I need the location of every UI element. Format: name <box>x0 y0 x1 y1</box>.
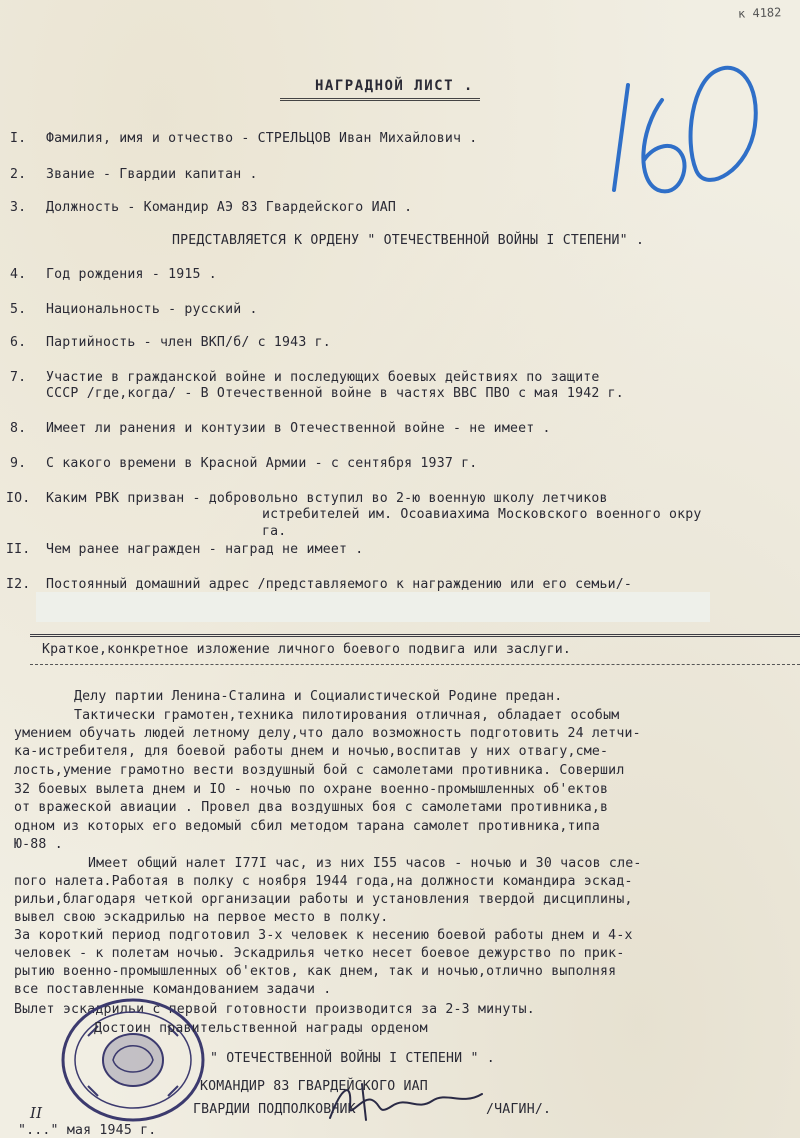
body-line-16: рытию военно-промышленных об'ектов, как днем, так и ночью,отлично выполняя <box>14 964 617 979</box>
item-6-num: 6. <box>10 335 27 350</box>
body-line-15: человек - к полетам ночью. Эскадрилья четко несет боевое дежурство по прик- <box>14 946 625 961</box>
commander-name: /ЧАГИН/. <box>486 1102 552 1117</box>
title-underline <box>280 98 480 101</box>
body-line-5: лость,умение грамотно вести воздушный бой с самолетами противника. Совершил <box>14 763 625 778</box>
summary-heading: Краткое,конкретное изложение личного боевого подвига или заслуги. <box>42 642 572 657</box>
round-seal-stamp <box>58 996 208 1124</box>
body-line-13: вывел свою эскадрилью на первое место в полку. <box>14 910 389 925</box>
body-line-10: Имеет общий налет I77I час, из них I55 часов - ночью и 30 часов сле- <box>88 856 642 871</box>
item-10-num: IO. <box>6 491 31 506</box>
separator-bottom <box>30 664 800 665</box>
body-line-3: умением обучать людей летному делу,что дало возможность подготовить 24 летчи- <box>14 726 641 741</box>
award-line-1: Достоин правительственной награды орденом <box>94 1021 428 1036</box>
item-5-num: 5. <box>10 302 27 317</box>
item-5-text: Национальность - русский . <box>46 302 258 317</box>
item-8-text: Имеет ли ранения и контузии в Отечественной войне - не имеет . <box>46 421 551 436</box>
item-2-text: Звание - Гвардии капитан . <box>46 167 258 182</box>
body-line-17: все поставленные командованием задачи . <box>14 982 332 997</box>
body-line-14: За короткий период подготовил 3-х человек к несению боевой работы днем и 4-х <box>14 928 633 943</box>
item-1-num: I. <box>10 131 27 146</box>
body-line-1: Делу партии Ленина-Сталина и Социалистической Родине предан. <box>74 689 563 704</box>
item-9-text: С какого времени в Красной Армии - с сентября 1937 г. <box>46 456 478 471</box>
item-10-line2: истребителей им. Осоавиахима Московского военного окру <box>262 507 702 522</box>
item-4-num: 4. <box>10 267 27 282</box>
item-4-text: Год рождения - 1915 . <box>46 267 217 282</box>
item-11-text: Чем ранее награжден - наград не имеет . <box>46 542 364 557</box>
separator-top <box>30 634 800 637</box>
item-10-line3: га. <box>262 524 287 539</box>
body-line-2: Тактически грамотен,техника пилотирования отличная, обладает особым <box>74 708 620 723</box>
date-line: "..." мая 1945 г. <box>18 1123 157 1138</box>
item-12-text: Постоянный домашний адрес /представляемого к награждению или его семьи/- <box>46 577 633 592</box>
body-line-18: Вылет эскадрильи с первой готовности производится за 2-3 минуты. <box>14 1002 535 1017</box>
item-3-text: Должность - Командир АЭ 83 Гвардейского ИАП . <box>46 200 413 215</box>
item-12-num: I2. <box>6 577 31 592</box>
item-7-num: 7. <box>10 370 27 385</box>
body-line-7: от вражеской авиации . Провел два воздушных боя с самолетами противника,в <box>14 800 609 815</box>
item-3-num: 3. <box>10 200 27 215</box>
handwritten-number-text: 160 <box>600 15 629 34</box>
item-10-line1: Каким РВК призван - добровольно вступил во 2-ю военную школу летчиков <box>46 491 608 506</box>
item-7-line2: СССР /где,когда/ - В Отечественной войне в частях ВВС ПВО с мая 1942 г. <box>46 386 624 401</box>
document-title: НАГРАДНОЙ ЛИСТ . <box>315 78 474 94</box>
body-line-9: Ю-88 . <box>14 837 63 852</box>
archive-number: к 4182 <box>737 5 782 21</box>
rank-line: ГВАРДИИ ПОДПОЛКОВНИК <box>193 1102 356 1117</box>
item-7-line1: Участие в гражданской войне и последующих боевых действиях по защите <box>46 370 600 385</box>
item-2-num: 2. <box>10 167 27 182</box>
nomination-line: ПРЕДСТАВЛЯЕТСЯ К ОРДЕНУ " ОТЕЧЕСТВЕННОЙ ВОЙНЫ I СТЕПЕНИ" . <box>172 233 645 248</box>
commander-line: КОМАНДИР 83 ГВАРДЕЙСКОГО ИАП <box>200 1079 428 1094</box>
item-6-text: Партийность - член ВКП/б/ с 1943 г. <box>46 335 331 350</box>
date-handwritten-day: II <box>30 1104 43 1122</box>
award-line-2: " ОТЕЧЕСТВЕННОЙ ВОЙНЫ I СТЕПЕНИ " . <box>210 1051 495 1066</box>
item-8-num: 8. <box>10 421 27 436</box>
body-line-6: 32 боевых вылета днем и IO - ночью по охране военно-промышленных об'ектов <box>14 782 609 797</box>
handwritten-number-160 <box>600 15 770 200</box>
handwritten-signature <box>322 1076 492 1126</box>
body-line-12: рильи,благодаря четкой организации работы и установления твердой дисциплины, <box>14 892 633 907</box>
item-9-num: 9. <box>10 456 27 471</box>
body-line-11: пого налета.Работая в полку с ноября 1944 года,на должности командира эскад- <box>14 874 633 889</box>
redacted-address-area <box>36 592 710 622</box>
item-1-text: Фамилия, имя и отчество - СТРЕЛЬЦОВ Иван Михайлович . <box>46 131 478 146</box>
item-11-num: II. <box>6 542 31 557</box>
body-line-4: ка-истребителя, для боевой работы днем и ночью,воспитав у них отвагу,сме- <box>14 744 609 759</box>
body-line-8: одном из которых его ведомый сбил методом тарана самолет противника,типа <box>14 819 601 834</box>
